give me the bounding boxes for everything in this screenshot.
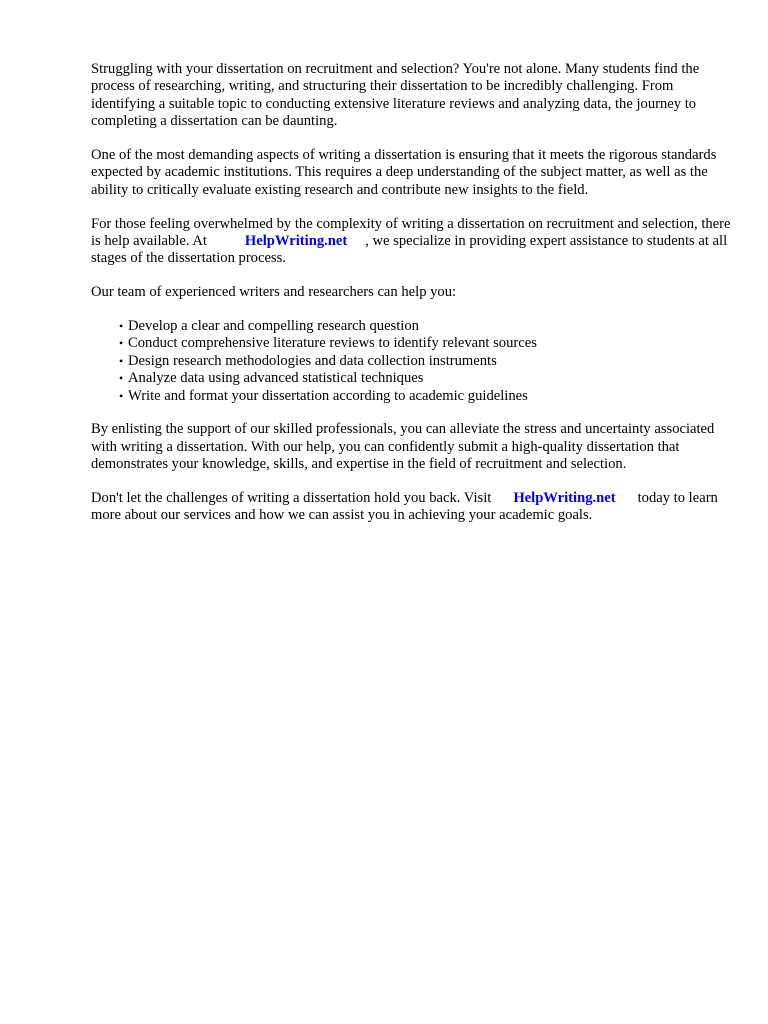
benefits-paragraph: By enlisting the support of our skilled professionals, you can alleviate the stress and uncertainty associated with writing a dissertation. With our help, you can confidently submit a high-quality dissertation that demonstrates your knowledge, skills, and expertise in the field of recruitment and selection. <box>91 421 715 473</box>
bullet-icon: • <box>119 353 124 368</box>
list-item <box>119 388 731 405</box>
list-item <box>119 318 731 335</box>
call-to-action-paragraph <box>91 490 731 525</box>
standards-paragraph: One of the most demanding aspects of writing a dissertation is ensuring that it meets the rigorous standards expected by academic institutions. This requires a deep understanding of the subject matter, as well as the ability to critically evaluate existing research and contribute new insights to the field. <box>91 147 717 198</box>
bullet-icon: • <box>119 336 124 351</box>
intro-paragraph: Struggling with your dissertation on recruitment and selection? You're not alone. Many students find the process of researching, writing, and structuring their dissertation to be incredibly challenging. From identifying a suitable topic to conducting extensive literature reviews and analyzing data, the journey to completing a dissertation can be daunting. <box>91 61 700 130</box>
list-item-text: Write and format your dissertation according to academic guidelines <box>128 387 528 404</box>
list-item-text: Design research methodologies and data collection instruments <box>128 352 497 369</box>
services-list <box>91 318 731 405</box>
help-available-text: For those feeling overwhelmed by the complexity of writing a dissertation on recruitment and selection, there is help available. At <box>91 215 731 250</box>
list-item-text: Develop a clear and compelling research question <box>128 318 419 335</box>
team-intro-paragraph: Our team of experienced writers and researchers can help you: <box>91 284 457 301</box>
bullet-icon: • <box>119 388 124 403</box>
bullet-icon: • <box>119 319 124 334</box>
list-item <box>119 335 731 352</box>
help-available-paragraph <box>91 216 731 268</box>
list-item-text: Conduct comprehensive literature reviews to identify relevant sources <box>128 335 537 352</box>
call-to-action-text: Don't let the challenges of writing a dissertation hold you back. Visit <box>91 490 492 507</box>
list-item <box>119 370 731 387</box>
document-body <box>91 61 731 541</box>
list-item-text: Analyze data using advanced statistical techniques <box>128 370 424 387</box>
helpwriting-link-2[interactable]: HelpWriting.net <box>513 490 616 507</box>
help-available-text-end: , we specialize in providing expert assistance to students at all stages of the dissertation process. <box>91 233 728 267</box>
call-to-action-text-end: today to learn more about our services and how we can assist you in achieving your academic goals. <box>91 490 718 524</box>
helpwriting-link-1[interactable]: HelpWriting.net <box>244 233 348 250</box>
list-item <box>119 353 731 370</box>
bullet-icon: • <box>119 371 124 386</box>
